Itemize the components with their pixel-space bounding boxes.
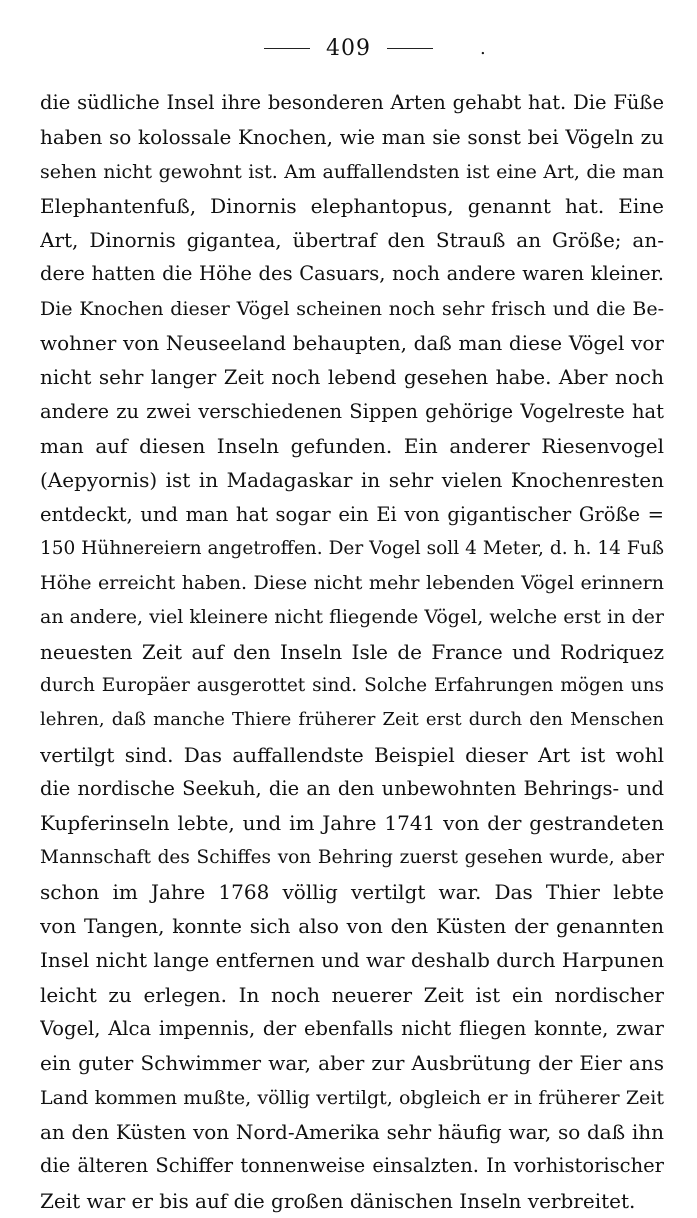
text-line: die südliche Insel ihre besonderen Arten gehabt hat. Die Füße — [40, 91, 664, 114]
text-line: sehen nicht gewohnt ist. Am auffallendsten ist eine Art, die man — [40, 160, 664, 183]
text-line: lehren, daß manche Thiere früherer Zeit erst durch den Menschen — [40, 709, 664, 731]
text-line: 150 Hühnereiern angetroffen. Der Vogel soll 4 Meter, d. h. 14 Fuß — [40, 537, 664, 559]
text-line: leicht zu erlegen. In noch neuerer Zeit ist ein nordischer — [40, 982, 664, 1007]
text-line: haben so kolossale Knochen, wie man sie sonst bei Vögeln zu — [40, 125, 664, 150]
text-line: (Aepyornis) ist in Madagaskar in sehr vielen Knochenresten — [40, 468, 664, 493]
text-line: an den Küsten von Nord-Amerika sehr häufig war, so daß ihn — [40, 1119, 664, 1144]
text-line: vertilgt sind. Das auffallendste Beispiel dieser Art ist wohl — [40, 742, 664, 767]
text-line: Höhe erreicht haben. Diese nicht mehr lebenden Vögel erinnern — [40, 572, 664, 595]
text-line: von Tangen, konnte sich also von den Küsten der genannten — [40, 914, 664, 939]
text-line: entdeckt, und man hat sogar ein Ei von gigantischer Größe = — [40, 502, 664, 526]
text-line: Land kommen mußte, völlig vertilgt, obgleich er in früherer Zeit — [40, 1086, 664, 1109]
text-line: man auf diesen Inseln gefunden. Ein anderer Riesenvogel — [40, 433, 664, 458]
body-text — [40, 86, 664, 1218]
page-header — [0, 28, 697, 68]
text-line: die nordische Seekuh, die an den unbewohnten Behrings- und — [40, 776, 664, 800]
text-line: wohner von Neuseeland behaupten, daß man diese Vögel vor — [40, 331, 664, 356]
header-mark: . — [480, 38, 486, 59]
text-line: neuesten Zeit auf den Inseln Isle de France und Rodriquez — [40, 639, 664, 664]
text-line: nicht sehr langer Zeit noch lebend gesehen habe. Aber noch — [40, 365, 664, 390]
text-line: ein guter Schwimmer war, aber zur Ausbrütung der Eier ans — [40, 1051, 664, 1076]
text-line: andere zu zwei verschiedenen Sippen gehörige Vogelreste hat — [40, 399, 664, 423]
text-line: dere hatten die Höhe des Casuars, noch andere waren kleiner. — [40, 262, 664, 286]
text-line: durch Europäer ausgerottet sind. Solche Erfahrungen mögen uns — [40, 675, 664, 697]
text-line: schon im Jahre 1768 völlig vertilgt war. Das Thier lebte — [40, 879, 664, 904]
text-line: die älteren Schiffer tonnenweise einsalzten. In vorhistorischer — [40, 1154, 664, 1178]
text-line: Elephantenfuß, Dinornis elephantopus, genannt hat. Eine — [40, 193, 664, 218]
text-line: Vogel, Alca impennis, der ebenfalls nicht fliegen konnte, zwar — [40, 1017, 664, 1041]
text-line: Die Knochen dieser Vögel scheinen noch sehr frisch und die Be- — [40, 297, 664, 320]
text-line: Mannschaft des Schiffes von Behring zuerst gesehen wurde, aber — [40, 846, 664, 868]
text-line: Art, Dinornis gigantea, übertraf den Strauß an Größe; an- — [40, 228, 664, 253]
page-number: 409 — [326, 35, 371, 61]
header-rule-right — [387, 48, 433, 49]
text-line: Kupferinseln lebte, und im Jahre 1741 von der gestrandeten — [40, 811, 664, 836]
text-line: an andere, viel kleinere nicht fliegende Vögel, welche erst in der — [40, 606, 664, 629]
text-line: Zeit war er bis auf die großen dänischen Inseln verbreitet. — [40, 1188, 636, 1213]
header-rule-left — [264, 48, 310, 49]
text-line: Insel nicht lange entfernen und war deshalb durch Harpunen — [40, 948, 664, 973]
